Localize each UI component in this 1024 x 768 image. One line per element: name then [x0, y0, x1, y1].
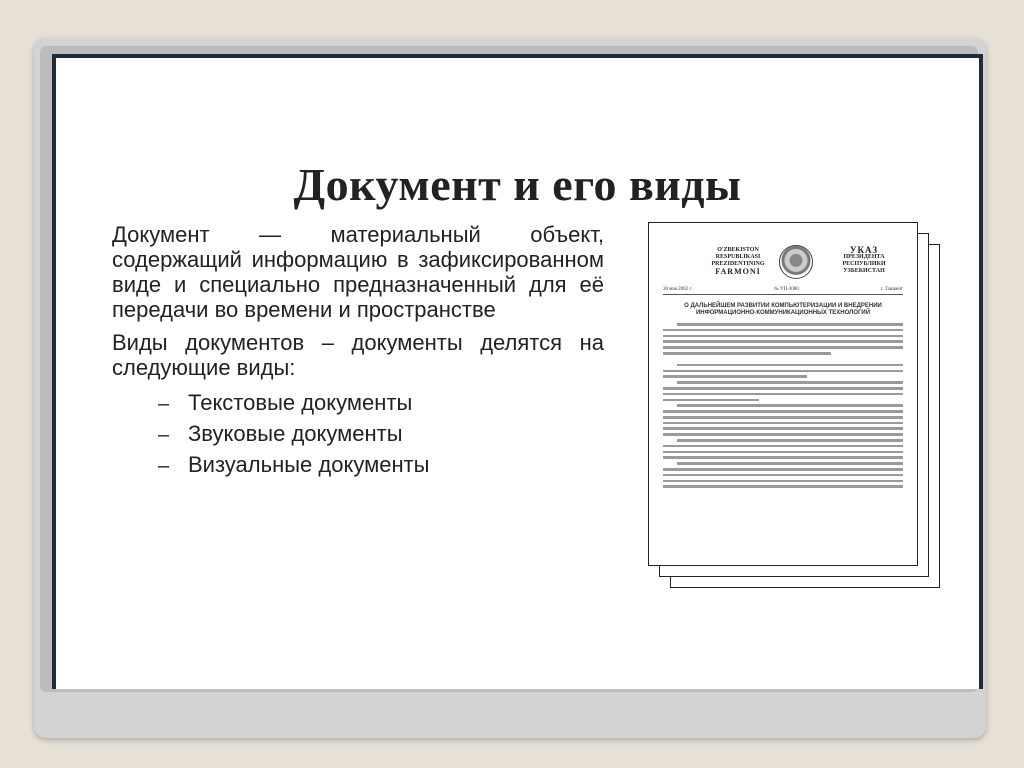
- header-line: PREZIDENTINING: [711, 261, 765, 267]
- dash-bullet: –: [158, 424, 170, 446]
- document-date: 30 мая 2002 г.: [663, 287, 693, 292]
- header-title: FARMONI: [715, 267, 761, 276]
- list-item-label: Визуальные документы: [188, 452, 430, 477]
- document-body-text: [663, 323, 903, 488]
- document-city: г. Ташкент: [880, 287, 903, 292]
- document-number: № УП-3080: [773, 287, 799, 292]
- dash-bullet: –: [158, 393, 170, 415]
- definition-text: Документ — материальный объект, содержащий информацию в зафиксированном виде и специально предназначенный для её передачи во времени и пространстве: [112, 222, 604, 322]
- slide-title: Документ и его виды: [293, 159, 742, 210]
- list-item: [158, 419, 604, 450]
- document-header: [663, 233, 903, 287]
- document-types-list: [112, 388, 604, 481]
- header-line: O'ZBEKISTON: [717, 247, 759, 253]
- list-item-label: Текстовые документы: [188, 390, 413, 415]
- document-meta: [663, 287, 903, 295]
- header-title: УКАЗ: [849, 245, 879, 255]
- slide-content: [112, 222, 604, 481]
- list-item: [158, 388, 604, 419]
- header-line: РЕСПУБЛИКИ: [842, 261, 886, 267]
- state-emblem-icon: [779, 245, 813, 279]
- dash-bullet: –: [158, 455, 170, 477]
- types-intro-text: Виды документов – документы делятся на следующие виды:: [112, 330, 604, 380]
- document-header-right: [829, 247, 899, 275]
- list-item-label: Звуковые документы: [188, 421, 403, 446]
- header-line: УЗБЕКИСТАН: [843, 268, 885, 274]
- document-sheet-front: [648, 222, 918, 566]
- header-line: RESPUBLIKASI: [715, 254, 761, 260]
- header-line: ПРЕЗИДЕНТА: [843, 254, 885, 260]
- document-illustration: [648, 222, 948, 602]
- list-item: [158, 450, 604, 481]
- document-heading: О ДАЛЬНЕЙШЕМ РАЗВИТИИ КОМПЬЮТЕРИЗАЦИИ И ВНЕДРЕНИИ ИНФОРМАЦИОННО-КОММУНИКАЦИОННЫХ ТЕХНОЛОГИЙ: [684, 303, 882, 316]
- document-header-left: [703, 247, 773, 275]
